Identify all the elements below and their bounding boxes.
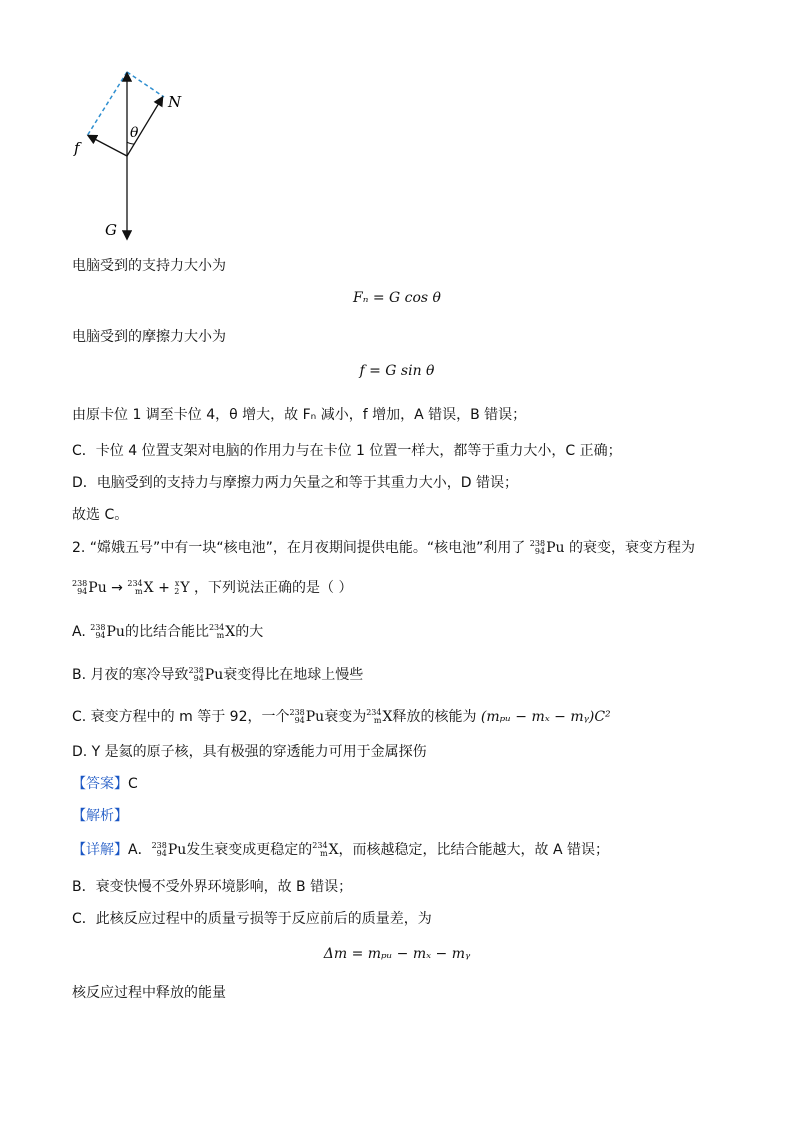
nuclide-pu: 238 94 Pu bbox=[529, 539, 565, 556]
formula-f: f = G sin θ bbox=[359, 363, 435, 379]
option-d: D. Y 是氦的原子核，具有极强的穿透能力可用于金属探伤 bbox=[72, 744, 427, 760]
nuclide-y: x 2 Y bbox=[174, 579, 190, 596]
answer-value: C bbox=[128, 776, 138, 792]
energy-released-text: 核反应过程中释放的能量 bbox=[72, 985, 226, 1001]
text-choose-c: 故选 C。 bbox=[72, 507, 129, 523]
energy-formula: (mₚᵤ − mₓ − mᵧ)C² bbox=[480, 709, 611, 725]
plus-symbol: + bbox=[158, 580, 170, 596]
question-2-text: 2. “嫦娥五号”中有一块“核电池”，在月夜期间提供电能。“核电池”利用了 bbox=[72, 540, 526, 556]
arrow-symbol: → bbox=[111, 580, 123, 596]
nuclide-pu: 238 94 Pu bbox=[72, 579, 107, 596]
parallel-dashed bbox=[87, 72, 127, 136]
detail-a: 【详解】A． 238 94 Pu发生衰变成更稳定的 234 m X，而核越稳定，比结合能越大，故 A 错误； bbox=[72, 841, 610, 858]
label-f: f bbox=[74, 139, 80, 157]
option-c: C. 衰变方程中的 m 等于 92，一个 238 94 Pu衰变为 234 m X释放的核能为 (mₚᵤ − mₓ − mᵧ)C² bbox=[72, 708, 611, 725]
answer-label: 【答案】 bbox=[72, 776, 128, 792]
nuclide-pu: 238 94 Pu bbox=[151, 841, 187, 858]
detail-b: B．衰变快慢不受外界环境影响，故 B 错误； bbox=[72, 879, 353, 895]
option-b: B. 月夜的寒冷导致 238 94 Pu衰变得比在地球上慢些 bbox=[72, 666, 364, 683]
text-friction-force: 电脑受到的摩擦力大小为 bbox=[72, 329, 226, 345]
mass-defect-formula: Δm = mₚᵤ − mₓ − mᵧ bbox=[323, 946, 471, 962]
nuclide-pu: 238 94 Pu bbox=[90, 623, 125, 640]
text-conclusion-c: C．卡位 4 位置支架对电脑的作用力与在卡位 1 位置一样大，都等于重力大小，C 正确； bbox=[72, 443, 622, 459]
nuclide-x: 234 m X bbox=[208, 623, 236, 640]
question-2-prompt: ，下列说法正确的是（ ） bbox=[194, 580, 353, 596]
decay-equation bbox=[72, 578, 353, 598]
text-conclusion-d: D．电脑受到的支持力与摩擦力两力矢量之和等于其重力大小，D 错误； bbox=[72, 475, 519, 491]
option-a: A. 238 94 Pu的比结合能比 234 m X的大 bbox=[72, 623, 264, 640]
question-2-text-end: 的衰变，衰变方程为 bbox=[568, 540, 695, 556]
force-diagram bbox=[60, 60, 200, 245]
formula-fn: Fₙ = G cos θ bbox=[353, 290, 441, 306]
angle-arc bbox=[127, 142, 134, 144]
answer-line bbox=[72, 774, 138, 794]
text-support-force: 电脑受到的支持力大小为 bbox=[72, 258, 226, 274]
nuclide-pu: 238 94 Pu bbox=[188, 666, 224, 683]
nuclide-x: 234 m X bbox=[366, 708, 393, 725]
analysis-label: 【解析】 bbox=[72, 808, 128, 824]
detail-label: 【详解】 bbox=[72, 842, 128, 858]
label-g: G bbox=[105, 221, 117, 239]
detail-c: C．此核反应过程中的质量亏损等于反应前后的质量差，为 bbox=[72, 911, 432, 927]
friction-arrow bbox=[89, 136, 127, 156]
nuclide-pu: 238 94 Pu bbox=[289, 708, 325, 725]
question-2-line1 bbox=[72, 538, 695, 558]
diagonal-dashed bbox=[127, 72, 164, 97]
text-conclusion-ab: 由原卡位 1 调至卡位 4，θ 增大，故 Fₙ 减小，f 增加，A 错误，B 错误； bbox=[72, 407, 527, 423]
nuclide-x: 234 m X bbox=[127, 579, 154, 596]
label-n: N bbox=[168, 93, 182, 111]
label-theta: θ bbox=[130, 125, 139, 141]
nuclide-x: 234 m X bbox=[312, 841, 339, 858]
